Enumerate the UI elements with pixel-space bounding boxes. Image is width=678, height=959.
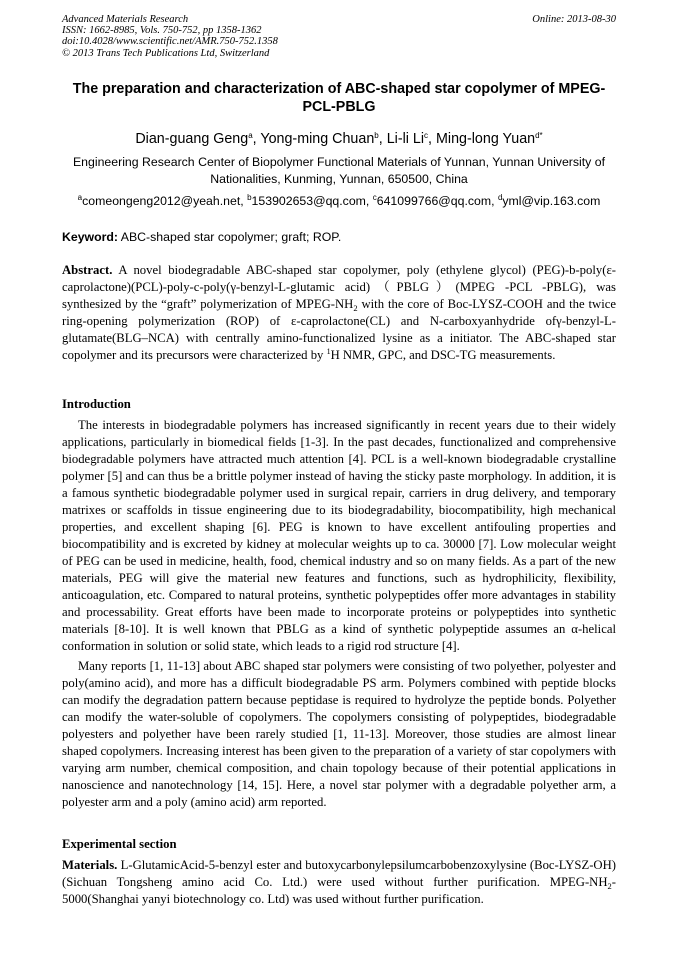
keywords — [62, 229, 616, 245]
materials-paragraph: Materials. L-GlutamicAcid-5-benzyl ester and butoxycarbonylepsilumcarbobenzoxylysine (Boc-LYSZ-OH) (Sichuan Tongsheng amino acid Co. Ltd.) were used without further purification. MPEG-$NH_2-5000(Shanghai$ yanyi biotechnology co. Ltd) was used without further purification. — [62, 858, 616, 906]
doi-line: doi:10.4028/www.scientific.net/AMR.750-752.1358 — [62, 36, 278, 48]
online-date: Online: 2013-08-30 — [532, 14, 616, 25]
introduction-paragraph-1: The interests in biodegradable polymers has increased significantly in recent years due to their widely applications, particularly in biomedical fields [1-3]. In the past decades, functionalized and comprehensive biodegradable polymers have attracted much attention [4]. PCL is a well-known biodegradable crystalline polymer [5] and can thus be a brittle polymer instead of having the sticky paste morphology. In addition, it is a famous synthetic biodegradable polymer used in surgical repair, carriers in drug delivery, and temporary matrixes or scaffolds in tissue engineering due to its biodegradability, biocompatibility, high mechanical properties, and excellent shaping [6]. PEG is known to have excellent antifouling properties and biocompatibility and is excreted by kidney at molecular weights up to ca. 30000 [7]. Low molecular weight of PEG can be used in medicine, health, food, chemical industry and so on many fields. As a part of the new materials, PEG will give the material new features and functions, such as hydrophilicity, flexibility, anticoagulation, etc. Compared to natural proteins, synthetic polypeptides offer more advantages in stability and processability. Great efforts have been made to incorporate proteins or polypeptides into synthetic materials [8-10]. It is well known that PBLG as a kind of synthetic polypeptide assumes an α-helical conformation in solution or solid state, which leads to a rigid rod structure [4]. — [62, 418, 616, 653]
keywords-label: Keyword: — [62, 230, 119, 244]
journal-header — [62, 14, 616, 59]
copyright-line: © 2013 Trans Tech Publications Ltd, Switzerland — [62, 47, 270, 59]
materials-label: Materials. — [62, 858, 118, 872]
email[interactable]: $^d$yml@vip.163.com — [497, 193, 601, 208]
keywords-text: ABC-shaped star copolymer; graft; ROP. — [118, 230, 342, 244]
author-list — [62, 130, 616, 148]
experimental-heading: Experimental section — [62, 837, 177, 851]
author: Yong-ming Chuan$^b$, — [260, 131, 387, 147]
journal-name: Advanced Materials Research — [62, 14, 189, 25]
email-list — [62, 193, 616, 209]
author: Dian-guang Geng$^a$, — [135, 131, 261, 147]
abstract: Abstract. A novel biodegradable ABC-shaped star copolymer, poly (ethylene glycol) (PEG)-b-poly(ε-caprolactone)(PCL)-poly-c-poly(γ-benzyl-L-glutamic acid)（PBLG）(MPEG -PCL -PBLG), was synthesized by the “graft” polymerization of MPEG-$NH_2$ with the core of Boc-LYSZ-COOH and the twice ring-opening polymerization (ROP) of ε-caprolactone(CL) and N-carboxyanhydride ofγ-benzyl-L-glutamate(BLG–NCA) with centrally amino-functionalized lysine as a initiator. The ABC-shaped star copolymer and its precursors were characterized by $^1$H NMR, GPC, and DSC-TG measurements. — [62, 263, 616, 362]
paper-title: The preparation and characterization of ABC-shaped star copolymer of MPEG-PCL-PBLG — [72, 81, 606, 115]
introduction-paragraph-2: Many reports [1, 11-13] about ABC shaped star polymers were consisting of two polyether, polyester and poly(amino acid), and more has a difficult biodegradable PS arm. Polymers combined with peptide blocks can modify the degradation pattern because peptidase is required to hydrolyze the peptide bonds. Polyether can modify the water-soluble of copolymers. The copolymers consisting of polypeptides, biodegradable polyesters and polyether have been rarely studied [1, 11-13]. Moreover, those studies are almost linear shaped copolymers. Increasing interest has been given to the preparation of a variety of star copolymers with varying arm number, chemical composition, and chain topology because of their potential applications in nanoscience and nanotechnology [14, 15]. Here, a novel star polymer with a degradable polyether arm, a polyester arm and a poly (amino acid) arm reported. — [62, 659, 616, 809]
abstract-label: Abstract. — [62, 263, 113, 277]
introduction-heading: Introduction — [62, 397, 131, 411]
author: Ming-long Yuan$^{d*}$ — [436, 131, 543, 147]
email[interactable]: $^a$comeongeng2012@yeah.net, — [77, 193, 248, 208]
affiliation: Engineering Research Center of Biopolymer Functional Materials of Yunnan, Yunnan University of Nationalities, Kunming, Yunnan, 650500, China — [72, 155, 606, 186]
email[interactable]: $^c$641099766@qq.com, — [372, 193, 498, 208]
issn-line: ISSN: 1662-8985, Vols. 750-752, pp 1358-1362 — [62, 25, 262, 37]
author: Li-li Li$^c$, — [386, 131, 436, 147]
email[interactable]: $^b$153902653@qq.com, — [247, 193, 373, 208]
